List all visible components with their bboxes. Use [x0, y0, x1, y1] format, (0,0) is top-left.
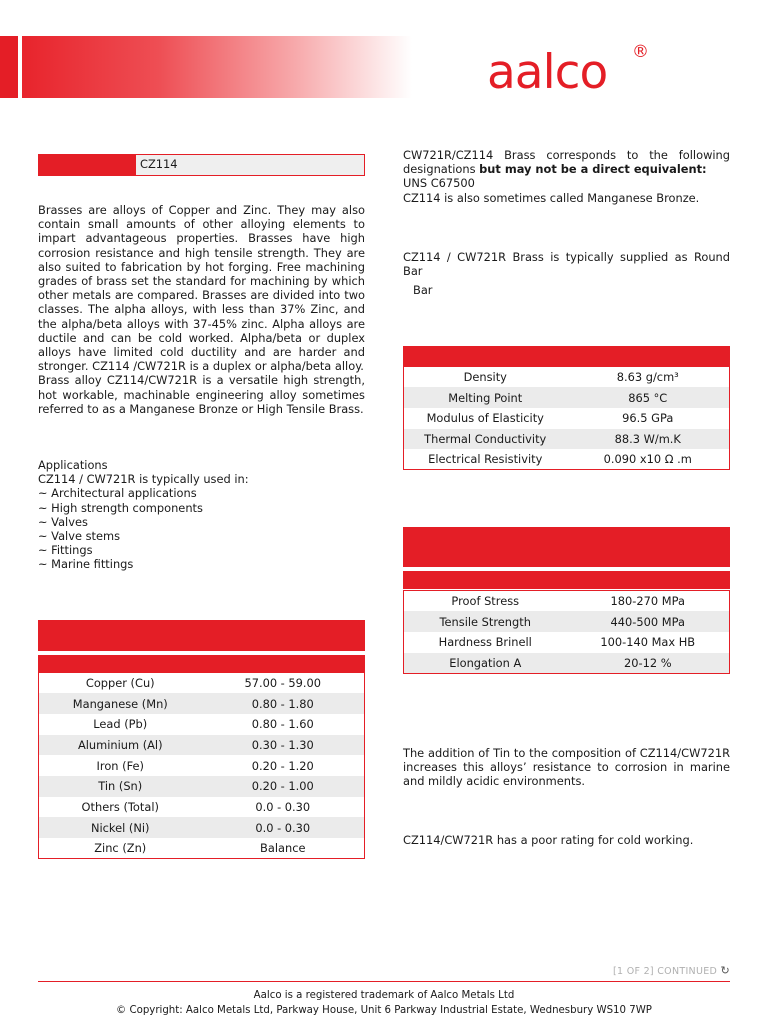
- property-value-cell: 100-140 Max HB: [567, 632, 730, 653]
- applications-heading: Applications: [38, 458, 108, 472]
- equivalents-lead: CW721R/CZ114 Brass corresponds to the following designations: [403, 148, 730, 177]
- property-name-cell: Proof Stress: [404, 591, 567, 612]
- property-value-cell: 440-500 MPa: [567, 611, 730, 632]
- property-value-cell: 96.5 GPa: [567, 408, 730, 429]
- property-value-cell: 0.0 - 0.30: [202, 817, 365, 838]
- also-called-text: CZ114 is also sometimes called Manganese Bronze.: [403, 190, 700, 205]
- trademark-notice: Aalco is a registered trademark of Aalco Metals Ltd: [253, 990, 515, 1001]
- composition-row: [39, 693, 365, 714]
- supplied-item: Bar: [413, 283, 433, 298]
- continued-arrow-icon: ↻: [720, 964, 730, 977]
- property-name-cell: Copper (Cu): [39, 673, 202, 694]
- property-name-cell: Nickel (Ni): [39, 817, 202, 838]
- composition-row: [39, 714, 365, 735]
- property-value-cell: 8.63 g/cm³: [567, 367, 730, 388]
- property-name-cell: Modulus of Elasticity: [404, 408, 567, 429]
- property-value-cell: 0.80 - 1.60: [202, 714, 365, 735]
- physical-properties-table: [403, 366, 730, 470]
- property-value-cell: 88.3 W/m.K: [567, 429, 730, 450]
- continued-text: [1 OF 2] CONTINUED: [613, 966, 718, 977]
- header-red-edge: [0, 36, 18, 98]
- property-name-cell: Hardness Brinell: [404, 632, 567, 653]
- header-gradient-banner: [22, 36, 412, 98]
- application-item: ~ Architectural applications: [38, 486, 197, 501]
- designation-title-box: [38, 154, 365, 176]
- composition-header-bar: [38, 620, 365, 651]
- composition-row: [39, 817, 365, 838]
- applications-section: [38, 458, 365, 572]
- intro-paragraph-1: Brasses are alloys of Copper and Zinc. They may also contain small amounts of other alloying elements to impart advantageous properties. Brasses have high corrosion resistance and high tensile strength. They are also suited to fabrication by hot forging. Free machining grades of brass set the standard for machining by which other metals are compared. Brasses are divided into two classes. The alpha alloys, with less than 37% Zinc, and the alpha/beta alloys with 37-45% zinc. Alpha alloys are ductile and can be cold worked. Alpha/beta or duplex alloys have limited cold ductility and are harder and stronger. CZ114 /CW721R is a duplex or alpha/beta alloy.: [38, 203, 365, 374]
- property-value-cell: 20-12 %: [567, 653, 730, 674]
- intro-paragraph-2: Brass alloy CZ114/CW721R is a versatile high strength, hot workable, machinable engineering alloy sometimes referred to as a Manganese Bronze or High Tensile Brass.: [38, 373, 365, 416]
- physical-row: [404, 367, 730, 388]
- property-name-cell: Electrical Resistivity: [404, 449, 567, 470]
- property-name-cell: Manganese (Mn): [39, 693, 202, 714]
- copyright-notice: © Copyright: Aalco Metals Ltd, Parkway House, Unit 6 Parkway Industrial Estate, Wednesbury WS10 7WP: [116, 1005, 652, 1016]
- designation-title: CZ114: [136, 155, 364, 175]
- property-value-cell: 0.0 - 0.30: [202, 797, 365, 818]
- application-item: ~ Valve stems: [38, 529, 121, 544]
- property-value-cell: 180-270 MPa: [567, 591, 730, 612]
- property-name-cell: Aluminium (Al): [39, 735, 202, 756]
- title-red-block: [39, 155, 136, 175]
- continued-indicator[interactable]: [613, 964, 730, 977]
- intro-section: [38, 203, 365, 416]
- corrosion-section: [403, 746, 730, 789]
- property-value-cell: 57.00 - 59.00: [202, 673, 365, 694]
- composition-row: [39, 797, 365, 818]
- mechanical-properties-table: [403, 590, 730, 674]
- property-name-cell: Melting Point: [404, 387, 567, 408]
- property-name-cell: Zinc (Zn): [39, 838, 202, 859]
- application-item: ~ High strength components: [38, 500, 203, 515]
- corrosion-text: The addition of Tin to the composition of CZ114/CW721R increases this alloys’ resistance to corrosion in marine and mildly acidic environments.: [403, 746, 730, 789]
- mechanical-row: [404, 591, 730, 612]
- property-value-cell: 0.20 - 1.20: [202, 755, 365, 776]
- property-name-cell: Tin (Sn): [39, 776, 202, 797]
- registered-mark: ®: [632, 42, 649, 62]
- composition-row: [39, 735, 365, 756]
- aalco-logo: [487, 42, 647, 104]
- physical-row: [404, 387, 730, 408]
- physical-header-bar: [403, 346, 730, 366]
- property-value-cell: 0.20 - 1.00: [202, 776, 365, 797]
- equivalents-caveat: but may not be a direct equivalent:: [479, 162, 707, 177]
- property-name-cell: Iron (Fe): [39, 755, 202, 776]
- physical-row: [404, 449, 730, 470]
- mechanical-row: [404, 653, 730, 674]
- composition-row: [39, 838, 365, 859]
- uns-designation: UNS C67500: [403, 176, 475, 191]
- composition-row: [39, 673, 365, 694]
- composition-subheader-bar: [38, 655, 365, 672]
- property-name-cell: Tensile Strength: [404, 611, 567, 632]
- cold-working-text: CZ114/CW721R has a poor rating for cold working.: [403, 833, 694, 847]
- property-value-cell: 0.090 x10 Ω .m: [567, 449, 730, 470]
- footer-divider: [38, 981, 730, 982]
- supplied-section: [403, 250, 730, 298]
- property-name-cell: Thermal Conductivity: [404, 429, 567, 450]
- property-value-cell: 0.30 - 1.30: [202, 735, 365, 756]
- applications-lead: CZ114 / CW721R is typically used in:: [38, 472, 249, 487]
- equivalents-text: [403, 148, 730, 176]
- mechanical-row: [404, 632, 730, 653]
- property-name-cell: Elongation A: [404, 653, 567, 674]
- mechanical-row: [404, 611, 730, 632]
- mechanical-header-bar: [403, 527, 730, 567]
- property-name-cell: Others (Total): [39, 797, 202, 818]
- property-value-cell: Balance: [202, 838, 365, 859]
- supplied-text: CZ114 / CW721R Brass is typically supplied as Round Bar: [403, 250, 730, 279]
- composition-table: [38, 672, 365, 859]
- physical-row: [404, 429, 730, 450]
- composition-row: [39, 755, 365, 776]
- application-item: ~ Marine fittings: [38, 557, 134, 572]
- physical-row: [404, 408, 730, 429]
- mechanical-subheader-bar: [403, 571, 730, 589]
- applications-list: [38, 486, 365, 571]
- composition-row: [39, 776, 365, 797]
- cold-working-section: [403, 833, 730, 847]
- application-item: ~ Valves: [38, 514, 88, 529]
- property-name-cell: Density: [404, 367, 567, 388]
- logo-text: aalco: [487, 45, 608, 100]
- property-value-cell: 865 °C: [567, 387, 730, 408]
- property-value-cell: 0.80 - 1.80: [202, 693, 365, 714]
- application-item: ~ Fittings: [38, 543, 93, 558]
- equivalents-section: [403, 148, 730, 205]
- property-name-cell: Lead (Pb): [39, 714, 202, 735]
